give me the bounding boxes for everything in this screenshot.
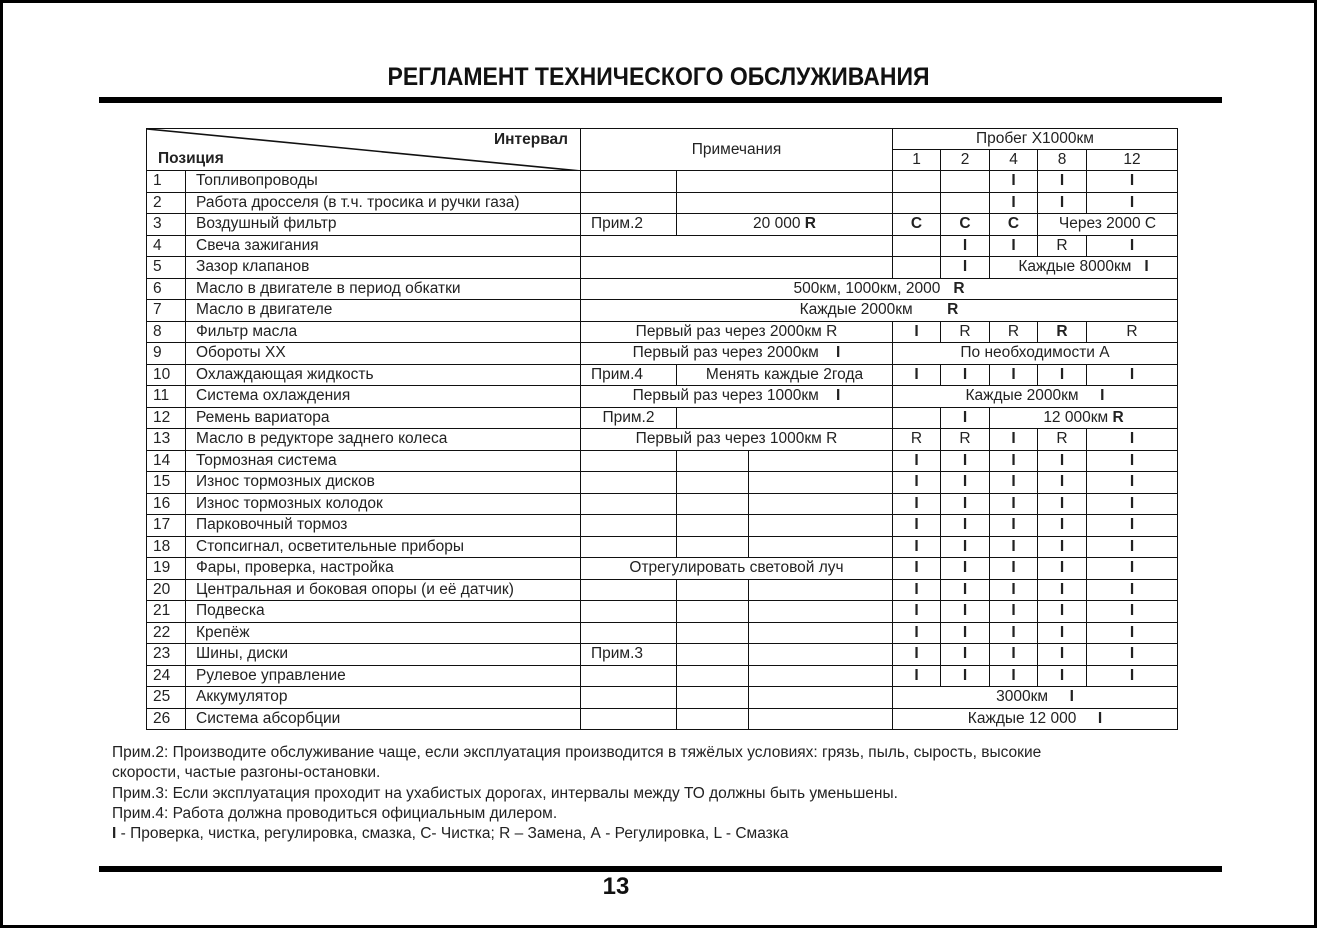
km-cell: I xyxy=(893,665,941,687)
row-note xyxy=(581,622,677,644)
header-rule xyxy=(99,97,1222,103)
table-row xyxy=(147,343,1178,365)
footnote-3: Прим.3: Если эксплуатация проходит на ухабистых дорогах, интервалы между ТО должны быть уменьшены. xyxy=(112,784,898,802)
km-cell: I xyxy=(941,364,990,386)
km-cell: I xyxy=(1038,644,1087,666)
span-mark: I xyxy=(1144,258,1149,276)
row-item: Износ тормозных колодок xyxy=(186,493,581,515)
row-number: 25 xyxy=(147,687,186,709)
mileage-col-1: 1 xyxy=(893,150,941,171)
table-row xyxy=(147,214,1178,236)
span-text: 3000км xyxy=(996,688,1049,706)
table-row xyxy=(147,257,1178,279)
km-cell: I xyxy=(893,450,941,472)
row-note xyxy=(749,536,893,558)
table-row xyxy=(147,300,1178,322)
note-text: Первый раз через 1000км xyxy=(632,387,819,405)
table-row xyxy=(147,472,1178,494)
km-cell: I xyxy=(941,450,990,472)
row-note xyxy=(677,192,893,214)
km-cell: I xyxy=(990,601,1038,623)
km-cell: I xyxy=(941,407,990,429)
row-note: Прим.2 xyxy=(581,407,677,429)
row-number: 17 xyxy=(147,515,186,537)
km-cell xyxy=(941,171,990,193)
table-row xyxy=(147,665,1178,687)
km-cell: R xyxy=(990,321,1038,343)
km-span-cell xyxy=(990,257,1178,279)
km-span-cell: Через 2000 С xyxy=(1038,214,1178,236)
row-note xyxy=(749,450,893,472)
km-cell: I xyxy=(941,515,990,537)
table-row xyxy=(147,235,1178,257)
row-item: Охлаждающая жидкость xyxy=(186,364,581,386)
km-cell xyxy=(893,192,941,214)
km-cell: I xyxy=(941,257,990,279)
row-item: Масло в редукторе заднего колеса xyxy=(186,429,581,451)
km-cell: R xyxy=(1038,429,1087,451)
span-mark: I xyxy=(1097,709,1103,727)
row-number: 22 xyxy=(147,622,186,644)
footnote-2-cont: скорости, частые разгоны-остановки. xyxy=(112,764,381,782)
km-cell: I xyxy=(893,644,941,666)
row-note xyxy=(749,708,893,730)
km-cell: I xyxy=(990,171,1038,193)
table-row xyxy=(147,644,1178,666)
merged-cell xyxy=(581,278,1178,300)
row-number: 23 xyxy=(147,644,186,666)
row-note xyxy=(581,386,893,408)
km-cell: I xyxy=(941,622,990,644)
table-row xyxy=(147,192,1178,214)
km-cell: I xyxy=(1038,558,1087,580)
km-cell xyxy=(893,171,941,193)
page-title: РЕГЛАМЕНТ ТЕХНИЧЕСКОГО ОБСЛУЖИВАНИЯ xyxy=(387,63,930,91)
maintenance-schedule-table xyxy=(146,128,1178,730)
row-note xyxy=(677,665,749,687)
row-note xyxy=(581,708,677,730)
row-number: 5 xyxy=(147,257,186,279)
km-cell: I xyxy=(1087,192,1178,214)
row-number: 26 xyxy=(147,708,186,730)
row-number: 18 xyxy=(147,536,186,558)
row-note: Прим.2 xyxy=(581,214,677,236)
row-note: Отрегулировать световой луч xyxy=(581,558,893,580)
row-number: 9 xyxy=(147,343,186,365)
km-cell: I xyxy=(893,536,941,558)
row-note: Первый раз через 2000км R xyxy=(581,321,893,343)
row-item: Подвеска xyxy=(186,601,581,623)
km-cell: I xyxy=(1038,601,1087,623)
merged-text: Каждые 2000км xyxy=(799,301,913,319)
row-note xyxy=(581,536,677,558)
row-note xyxy=(581,343,893,365)
span-text: 12 000км xyxy=(1043,408,1109,426)
row-item: Масло в двигателе xyxy=(186,300,581,322)
row-number: 1 xyxy=(147,171,186,193)
table-row xyxy=(147,579,1178,601)
row-note xyxy=(749,493,893,515)
row-number: 7 xyxy=(147,300,186,322)
table-row xyxy=(147,386,1178,408)
km-cell: I xyxy=(1038,536,1087,558)
legend-text: - Проверка, чистка, регулировка, смазка, С- Чистка; R – Замена, А - Регулировка, L - Смазка xyxy=(116,825,789,843)
km-cell: I xyxy=(1087,536,1178,558)
row-item: Зазор клапанов xyxy=(186,257,581,279)
km-cell: I xyxy=(1038,472,1087,494)
km-cell: I xyxy=(990,515,1038,537)
km-cell: I xyxy=(893,558,941,580)
row-note xyxy=(581,493,677,515)
row-number: 8 xyxy=(147,321,186,343)
km-cell: I xyxy=(941,579,990,601)
row-note xyxy=(749,579,893,601)
page-number: 13 xyxy=(602,873,630,900)
km-cell: I xyxy=(990,450,1038,472)
row-item: Работа дросселя (в т.ч. тросика и ручки газа) xyxy=(186,192,581,214)
table-row xyxy=(147,536,1178,558)
table-row xyxy=(147,429,1178,451)
footer-rule xyxy=(99,866,1222,872)
row-note xyxy=(581,257,893,279)
row-number: 14 xyxy=(147,450,186,472)
row-item: Износ тормозных дисков xyxy=(186,472,581,494)
row-note xyxy=(677,407,893,429)
km-cell xyxy=(893,257,941,279)
row-item: Рулевое управление xyxy=(186,665,581,687)
km-cell: I xyxy=(941,472,990,494)
row-item: Свеча зажигания xyxy=(186,235,581,257)
km-cell: R xyxy=(1038,235,1087,257)
footnote-2: Прим.2: Производите обслуживание чаще, если эксплуатация производится в тяжёлых условиях: грязь, пыль, сырость, высокие xyxy=(112,744,1042,761)
km-cell: I xyxy=(1087,579,1178,601)
km-cell: I xyxy=(990,472,1038,494)
km-cell: I xyxy=(893,364,941,386)
row-note xyxy=(581,687,677,709)
table-row xyxy=(147,558,1178,580)
km-cell: R xyxy=(941,429,990,451)
span-text: Каждые 12 000 xyxy=(967,709,1077,727)
row-note: Менять каждые 2года xyxy=(677,364,893,386)
position-label: Позиция xyxy=(158,150,224,167)
row-note xyxy=(677,601,749,623)
table-row xyxy=(147,493,1178,515)
km-cell: I xyxy=(893,579,941,601)
km-cell: I xyxy=(1087,665,1178,687)
row-note xyxy=(581,472,677,494)
row-note xyxy=(749,687,893,709)
km-cell: I xyxy=(1038,622,1087,644)
row-item: Стопсигнал, осветительные приборы xyxy=(186,536,581,558)
km-cell: I xyxy=(1087,493,1178,515)
km-cell: I xyxy=(1038,579,1087,601)
km-cell: I xyxy=(1038,450,1087,472)
table-row xyxy=(147,708,1178,730)
table-row xyxy=(147,450,1178,472)
row-number: 13 xyxy=(147,429,186,451)
km-cell: I xyxy=(893,515,941,537)
km-cell: I xyxy=(1038,364,1087,386)
legend-mark: I xyxy=(112,825,117,843)
km-cell: C xyxy=(893,214,941,236)
row-note: Прим.3 xyxy=(581,644,677,666)
mileage-col-4: 4 xyxy=(990,150,1038,171)
km-cell: I xyxy=(1087,450,1178,472)
row-item: Фильтр масла xyxy=(186,321,581,343)
km-cell: R xyxy=(941,321,990,343)
row-note xyxy=(677,579,749,601)
km-cell: C xyxy=(990,214,1038,236)
merged-mark: R xyxy=(947,301,959,319)
km-cell: I xyxy=(941,536,990,558)
row-note xyxy=(581,171,677,193)
km-span-cell xyxy=(893,386,1178,408)
row-note xyxy=(677,472,749,494)
km-cell: I xyxy=(893,493,941,515)
merged-mark: R xyxy=(953,279,965,297)
row-item: Аккумулятор xyxy=(186,687,581,709)
row-item: Шины, диски xyxy=(186,644,581,666)
km-cell: I xyxy=(990,644,1038,666)
row-note xyxy=(749,472,893,494)
footnote-4: Прим.4: Работа должна проводиться официальным дилером. xyxy=(112,804,558,822)
row-note xyxy=(677,450,749,472)
row-note xyxy=(581,450,677,472)
row-note xyxy=(581,579,677,601)
row-note xyxy=(749,601,893,623)
note-value: 20 000 xyxy=(753,215,801,233)
interval-label: Интервал xyxy=(494,131,568,148)
km-cell: I xyxy=(990,192,1038,214)
km-cell: R xyxy=(893,429,941,451)
row-item: Воздушный фильтр xyxy=(186,214,581,236)
km-cell: I xyxy=(1038,665,1087,687)
table-row xyxy=(147,687,1178,709)
row-item: Тормозная система xyxy=(186,450,581,472)
row-note xyxy=(677,644,749,666)
row-number: 21 xyxy=(147,601,186,623)
km-cell: I xyxy=(990,665,1038,687)
km-span-cell xyxy=(893,687,1178,709)
km-cell: I xyxy=(990,235,1038,257)
km-cell: I xyxy=(990,558,1038,580)
row-number: 11 xyxy=(147,386,186,408)
km-cell: I xyxy=(893,622,941,644)
km-cell: I xyxy=(1038,192,1087,214)
km-cell: I xyxy=(893,472,941,494)
row-note xyxy=(581,192,677,214)
km-cell: I xyxy=(893,601,941,623)
row-item: Система абсорбции xyxy=(186,708,581,730)
km-cell: I xyxy=(1038,493,1087,515)
merged-cell xyxy=(581,300,1178,322)
mileage-col-2: 2 xyxy=(941,150,990,171)
row-item: Ремень вариатора xyxy=(186,407,581,429)
km-cell: I xyxy=(1087,515,1178,537)
km-cell: I xyxy=(1087,622,1178,644)
row-number: 19 xyxy=(147,558,186,580)
table-row xyxy=(147,171,1178,193)
row-note xyxy=(677,687,749,709)
row-item: Масло в двигателе в период обкатки xyxy=(186,278,581,300)
km-cell: I xyxy=(941,644,990,666)
span-mark: I xyxy=(1100,387,1105,405)
row-note xyxy=(581,665,677,687)
row-note xyxy=(581,601,677,623)
km-cell: I xyxy=(1087,429,1178,451)
interval-position-header xyxy=(147,129,581,171)
note-mark: I xyxy=(836,344,841,362)
km-cell: I xyxy=(1087,235,1178,257)
row-number: 6 xyxy=(147,278,186,300)
row-note xyxy=(749,622,893,644)
row-note xyxy=(677,536,749,558)
km-cell xyxy=(893,235,941,257)
km-cell: I xyxy=(1087,558,1178,580)
note-mark: R xyxy=(804,215,816,233)
span-mark: I xyxy=(1069,688,1074,706)
row-item: Парковочный тормоз xyxy=(186,515,581,537)
row-note: Первый раз через 1000км R xyxy=(581,429,893,451)
row-number: 4 xyxy=(147,235,186,257)
table-row xyxy=(147,601,1178,623)
km-cell: I xyxy=(1038,171,1087,193)
km-cell: I xyxy=(1038,515,1087,537)
km-cell: I xyxy=(1087,364,1178,386)
table-row xyxy=(147,515,1178,537)
km-cell: I xyxy=(1087,601,1178,623)
row-number: 20 xyxy=(147,579,186,601)
row-item: Обороты ХХ xyxy=(186,343,581,365)
span-text: Каждые 8000км xyxy=(1018,258,1132,276)
notes-header: Примечания xyxy=(581,129,893,171)
footnotes xyxy=(112,743,1212,844)
row-number: 24 xyxy=(147,665,186,687)
table-row xyxy=(147,622,1178,644)
row-note xyxy=(677,214,893,236)
legend xyxy=(112,824,1212,844)
km-cell: I xyxy=(1087,644,1178,666)
km-cell: I xyxy=(941,558,990,580)
mileage-col-8: 8 xyxy=(1038,150,1087,171)
span-text: Каждые 2000км xyxy=(965,387,1079,405)
row-note xyxy=(581,235,893,257)
row-note xyxy=(581,515,677,537)
row-number: 2 xyxy=(147,192,186,214)
km-cell: R xyxy=(1038,321,1087,343)
row-number: 15 xyxy=(147,472,186,494)
km-span-cell xyxy=(893,708,1178,730)
table-row xyxy=(147,278,1178,300)
mileage-header: Пробег X1000км xyxy=(893,129,1178,150)
row-item: Крепёж xyxy=(186,622,581,644)
row-note xyxy=(677,622,749,644)
row-item: Центральная и боковая опоры (и её датчик) xyxy=(186,579,581,601)
span-mark: R xyxy=(1112,408,1124,426)
km-span-cell xyxy=(990,407,1178,429)
row-note xyxy=(749,665,893,687)
note-text: Первый раз через 2000км xyxy=(632,344,819,362)
km-cell: I xyxy=(990,536,1038,558)
row-number: 16 xyxy=(147,493,186,515)
row-note xyxy=(749,515,893,537)
km-cell: I xyxy=(990,622,1038,644)
merged-text: 500км, 1000км, 2000 xyxy=(793,279,941,297)
km-cell: I xyxy=(1087,171,1178,193)
km-span-cell: По необходимости А xyxy=(893,343,1178,365)
row-number: 3 xyxy=(147,214,186,236)
row-item: Система охлаждения xyxy=(186,386,581,408)
km-cell: I xyxy=(893,321,941,343)
row-number: 10 xyxy=(147,364,186,386)
km-cell: I xyxy=(1087,472,1178,494)
row-note xyxy=(677,515,749,537)
km-cell: I xyxy=(941,665,990,687)
row-note xyxy=(677,708,749,730)
row-note: Прим.4 xyxy=(581,364,677,386)
km-cell: I xyxy=(990,579,1038,601)
km-cell xyxy=(941,192,990,214)
km-cell xyxy=(893,407,941,429)
row-note xyxy=(677,493,749,515)
row-item: Топливопроводы xyxy=(186,171,581,193)
km-cell: R xyxy=(1087,321,1178,343)
row-number: 12 xyxy=(147,407,186,429)
mileage-col-12: 12 xyxy=(1087,150,1178,171)
km-cell: I xyxy=(990,493,1038,515)
table-row xyxy=(147,364,1178,386)
table-row xyxy=(147,407,1178,429)
row-note xyxy=(749,644,893,666)
km-cell: I xyxy=(941,235,990,257)
row-item: Фары, проверка, настройка xyxy=(186,558,581,580)
note-mark: I xyxy=(836,387,841,405)
table-row xyxy=(147,321,1178,343)
row-note xyxy=(677,171,893,193)
km-cell: I xyxy=(990,429,1038,451)
km-cell: I xyxy=(941,493,990,515)
km-cell: C xyxy=(941,214,990,236)
km-cell: I xyxy=(941,601,990,623)
km-cell: I xyxy=(990,364,1038,386)
